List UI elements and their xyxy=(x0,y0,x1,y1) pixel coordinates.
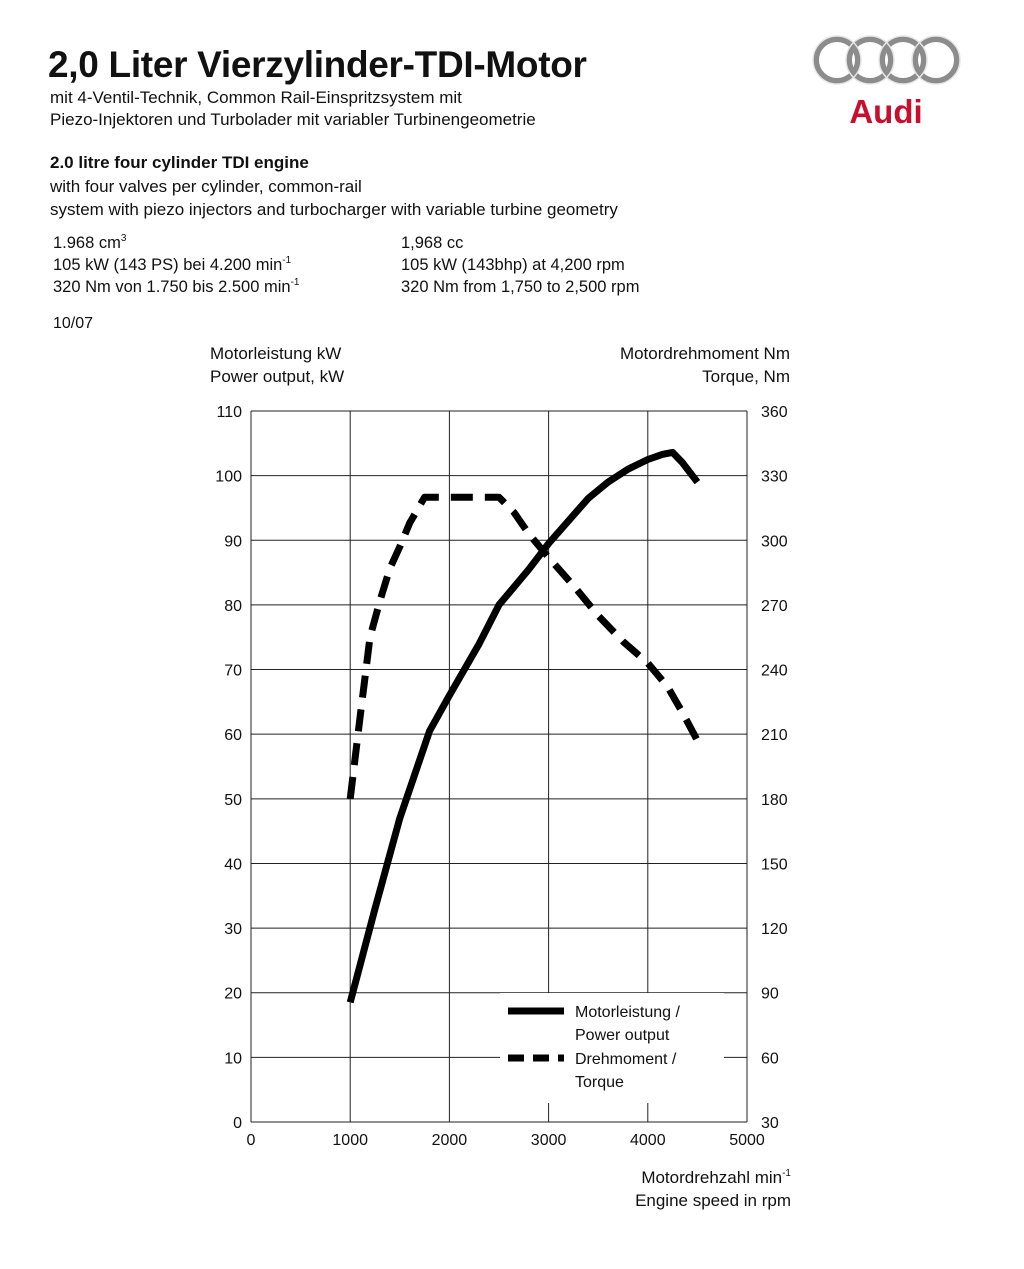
x-axis-title-en: Engine speed in rpm xyxy=(635,1191,791,1210)
y-left-tick-label: 70 xyxy=(224,662,242,680)
left-axis-title-en: Power output, kW xyxy=(210,367,345,386)
x-axis-title-de: Motordrehzahl $\min^{-1}$ xyxy=(641,1168,791,1187)
y-right-tick-label: 90 xyxy=(761,985,779,1003)
x-tick-label: 1000 xyxy=(332,1132,368,1149)
x-tick-label: 3000 xyxy=(530,1132,567,1149)
y-left-tick-label: 110 xyxy=(216,404,242,421)
right-axis-title-en: Torque, Nm xyxy=(702,367,790,386)
y-left-tick-label: 20 xyxy=(224,985,242,1003)
left-axis-title-de: Motorleistung kW xyxy=(210,344,342,363)
y-right-tick-label: 150 xyxy=(761,856,788,874)
audi-wordmark: Audi xyxy=(849,93,923,130)
left-axis-title xyxy=(210,342,344,388)
y-left-tick-label: 40 xyxy=(224,856,242,874)
y-left-tick-label: 0 xyxy=(233,1115,242,1132)
y-left-tick-label: 10 xyxy=(224,1050,242,1068)
series xyxy=(350,452,697,1002)
right-axis-title xyxy=(620,342,790,388)
specs-english xyxy=(401,232,639,298)
spec-displacement-en: 1,968 cc xyxy=(401,234,464,252)
english-title: 2.0 litre four cylinder TDI engine xyxy=(50,153,309,172)
y-left-tick-label: 100 xyxy=(215,468,242,486)
x-tick-label: 2000 xyxy=(431,1132,468,1149)
subtitle-de-line-1: mit 4-Ventil-Technik, Common Rail-Einspritzsystem mit xyxy=(50,88,462,107)
audi-logo xyxy=(810,30,962,130)
y-left-tick-label: 50 xyxy=(224,791,242,809)
x-tick-label: 0 xyxy=(246,1132,256,1149)
y-right-tick-label: 360 xyxy=(761,404,788,421)
y-right-tick-label: 330 xyxy=(761,468,788,486)
y-right-tick-label: 120 xyxy=(761,921,788,939)
spec-displacement-de: 1.968 $cm^3$ xyxy=(53,233,127,252)
series-line-power xyxy=(350,452,697,1002)
subtitle-de-line-2: Piezo-Injektoren und Turbolader mit variabler Turbinengeometrie xyxy=(50,110,536,129)
legend-label-torque-1: Drehmoment / xyxy=(575,1051,677,1068)
y-right-tick-label: 270 xyxy=(761,597,788,615)
y-right-tick-label: 60 xyxy=(761,1050,779,1068)
y-left-tick-label: 90 xyxy=(224,533,242,551)
legend-label-power-2: Power output xyxy=(575,1027,670,1044)
date-label: 10/07 xyxy=(53,315,94,332)
legend-label-power-1: Motorleistung / xyxy=(575,1004,680,1021)
x-tick-label: 4000 xyxy=(630,1132,666,1149)
spec-torque-en: 320 Nm from 1,750 to 2,500 rpm xyxy=(401,278,640,296)
power-torque-chart xyxy=(200,395,800,1165)
legend-label-torque-2: Torque xyxy=(575,1074,624,1091)
y-right-tick-label: 30 xyxy=(761,1115,779,1132)
x-axis-title xyxy=(635,1166,791,1212)
y-left-tick-label: 60 xyxy=(224,727,242,745)
series-line-torque xyxy=(350,497,697,799)
subtitle-en-line-1: with four valves per cylinder, common-rail xyxy=(50,177,362,196)
y-left-tick-label: 30 xyxy=(224,921,242,939)
legend xyxy=(500,993,724,1103)
spec-power-en: 105 kW (143bhp) at 4,200 rpm xyxy=(401,256,625,274)
audi-rings-icon xyxy=(816,39,957,81)
x-tick-label: 5000 xyxy=(729,1132,765,1149)
y-right-tick-label: 300 xyxy=(761,533,788,551)
spec-torque-de: 320 Nm von 1.750 bis 2.500 $\min^{-1}$ xyxy=(53,277,300,296)
spec-power-de: 105 kW (143 PS) bei 4.200 $\min^{-1}$ xyxy=(53,255,292,274)
page-title: 2,0 Liter Vierzylinder-TDI-Motor xyxy=(48,44,587,85)
y-right-tick-label: 180 xyxy=(761,791,788,809)
y-right-tick-label: 210 xyxy=(761,727,788,745)
y-right-tick-label: 240 xyxy=(761,662,788,680)
subtitle-en-line-2: system with piezo injectors and turbocharger with variable turbine geometry xyxy=(50,200,618,219)
y-left-tick-label: 80 xyxy=(224,597,242,615)
specs-german xyxy=(53,232,299,298)
right-axis-title-de: Motordrehmoment Nm xyxy=(619,344,790,363)
